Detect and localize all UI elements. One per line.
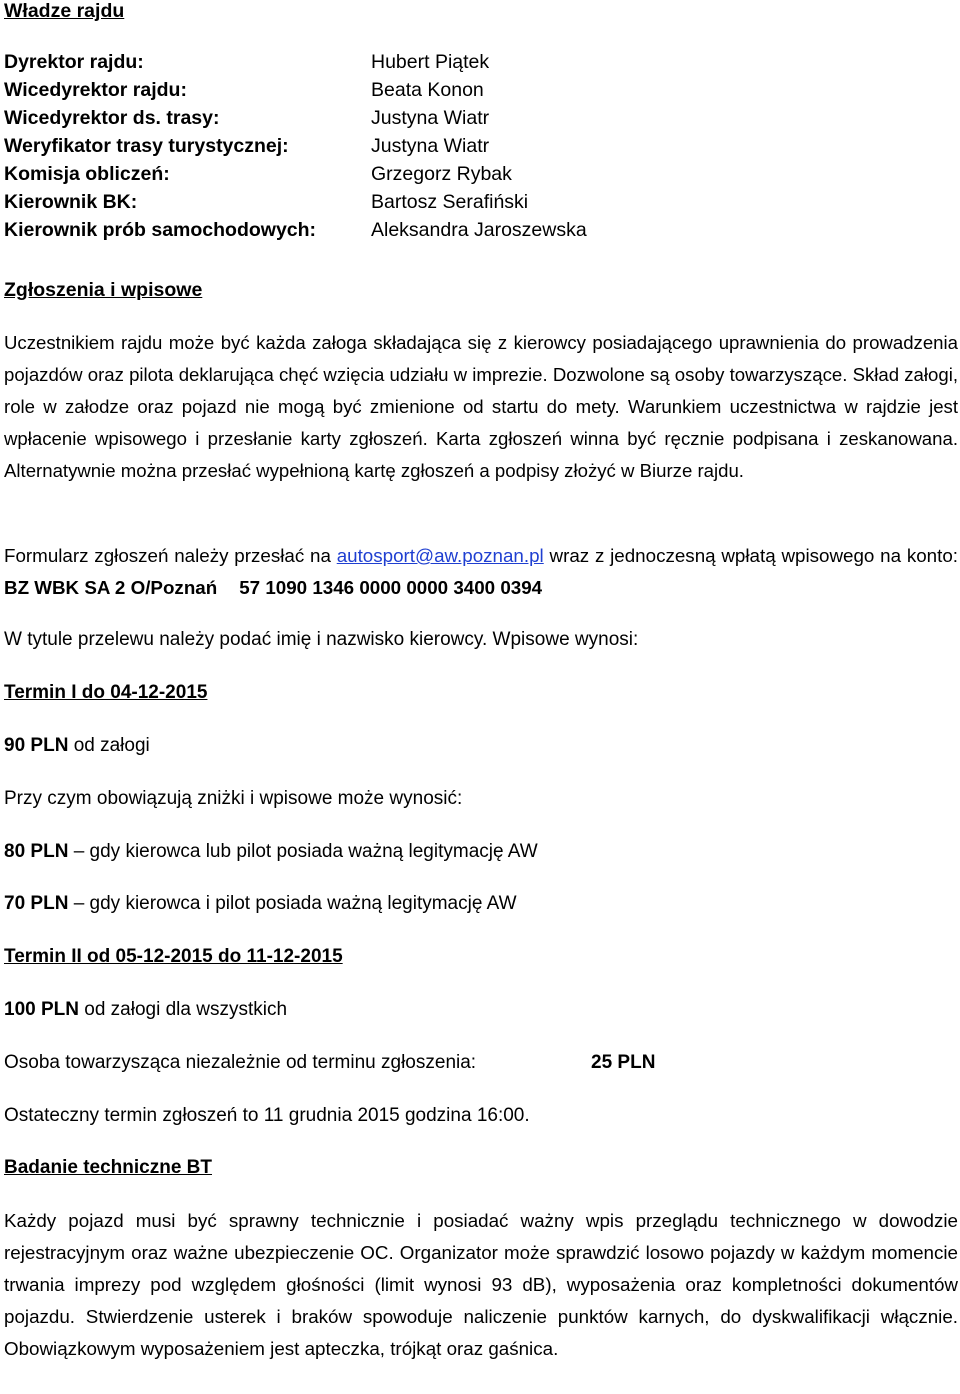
official-role: Komisja obliczeń:	[4, 163, 170, 185]
fee-text: – gdy kierowca lub pilot posiada ważną legitymację AW	[68, 841, 538, 862]
official-role: Wicedyrektor rajdu:	[4, 79, 187, 101]
official-role: Kierownik BK:	[4, 191, 138, 213]
official-name: Bartosz Serafiński	[371, 191, 529, 213]
technical-paragraph: Każdy pojazd musi być sprawny technicznie i posiadać ważny wpis przeglądu technicznego w dowodzie rejestracyjnym oraz ważne ubezpieczenie OC. Organizator może sprawdzić losowo pojazdy w każdym momencie trwania imprezy pod względem głośności (limit wynosi 93 dB), wyposażenia oraz kompletności dokumentów pojazdu. Stwierdzenie usterek i braków spowoduje naliczenie punktów karnych, do dyskwalifikacji włącznie. Obowiązkowym wyposażeniem jest apteczka, trójkąt oraz gaśnica.	[4, 1210, 958, 1359]
registration-heading: Zgłoszenia i wpisowe	[4, 279, 203, 301]
fee-amount: 80 PLN	[4, 841, 69, 862]
fee-text: od załogi dla wszystkich	[78, 999, 288, 1020]
official-role: Dyrektor rajdu:	[4, 51, 144, 73]
official-role: Wicedyrektor ds. trasy:	[4, 107, 220, 129]
fee-text: – gdy kierowca i pilot posiada ważną legitymację AW	[68, 893, 517, 914]
term2-fee	[4, 999, 287, 1021]
email-link[interactable]: autosport@aw.poznan.pl	[336, 545, 544, 566]
form-text: wraz z jednoczesną wpłatą wpisowego na konto:	[543, 545, 958, 566]
official-name: Justyna Wiatr	[371, 107, 490, 129]
fee-amount: 90 PLN	[4, 735, 69, 756]
fee-text: od załogi	[68, 735, 150, 756]
submission-paragraph	[4, 540, 958, 604]
bank-name: BZ WBK SA 2 O/Poznań	[4, 577, 218, 598]
official-name: Aleksandra Jaroszewska	[371, 219, 587, 241]
official-name: Grzegorz Rybak	[371, 163, 512, 185]
account-number: 57 1090 1346 0000 0000 3400 0394	[239, 577, 543, 598]
fee-amount: 70 PLN	[4, 893, 69, 914]
technical-heading: Badanie techniczne BT	[4, 1157, 212, 1178]
form-text: Formularz zgłoszeń należy przesłać na	[4, 545, 337, 566]
term1-fee	[4, 735, 150, 757]
transfer-note: W tytule przelewu należy podać imię i nazwisko kierowcy. Wpisowe wynosi:	[4, 629, 639, 650]
companion-fee: 25 PLN	[591, 1052, 656, 1073]
official-name: Hubert Piątek	[371, 51, 490, 73]
official-role: Weryfikator trasy turystycznej:	[4, 135, 289, 157]
discount-fee	[4, 841, 538, 863]
term2-heading: Termin II od 05-12-2015 do 11-12-2015	[4, 946, 343, 967]
official-name: Justyna Wiatr	[371, 135, 490, 157]
official-name: Beata Konon	[371, 79, 484, 101]
discount-note: Przy czym obowiązują zniżki i wpisowe może wynosić:	[4, 788, 463, 809]
fee-amount: 100 PLN	[4, 999, 79, 1020]
companion-label: Osoba towarzysząca niezależnie od terminu zgłoszenia:	[4, 1052, 477, 1073]
registration-paragraph: Uczestnikiem rajdu może być każda załoga składająca się z kierowcy posiadającego uprawnienia do prowadzenia pojazdów oraz pilota deklarująca chęć wzięcia udziału w imprezie. Dozwolone są osoby towarzyszące. Skład załogi, role w załodze oraz pojazd nie mogą być zmienione od startu do mety. Warunkiem uczestnictwa w rajdzie jest wpłacenie wpisowego i przesłanie karty zgłoszeń. Karta zgłoszeń winna być ręcznie podpisana i zeskanowana. Alternatywnie można przesłać wypełnioną kartę zgłoszeń a podpisy złożyć w Biurze rajdu.	[4, 332, 958, 481]
authorities-heading: Władze rajdu	[4, 0, 125, 22]
official-role: Kierownik prób samochodowych:	[4, 219, 317, 241]
term1-heading: Termin I do 04-12-2015	[4, 682, 208, 703]
deadline-note: Ostateczny termin zgłoszeń to 11 grudnia 2015 godzina 16:00.	[4, 1105, 530, 1126]
discount-fee	[4, 893, 517, 915]
